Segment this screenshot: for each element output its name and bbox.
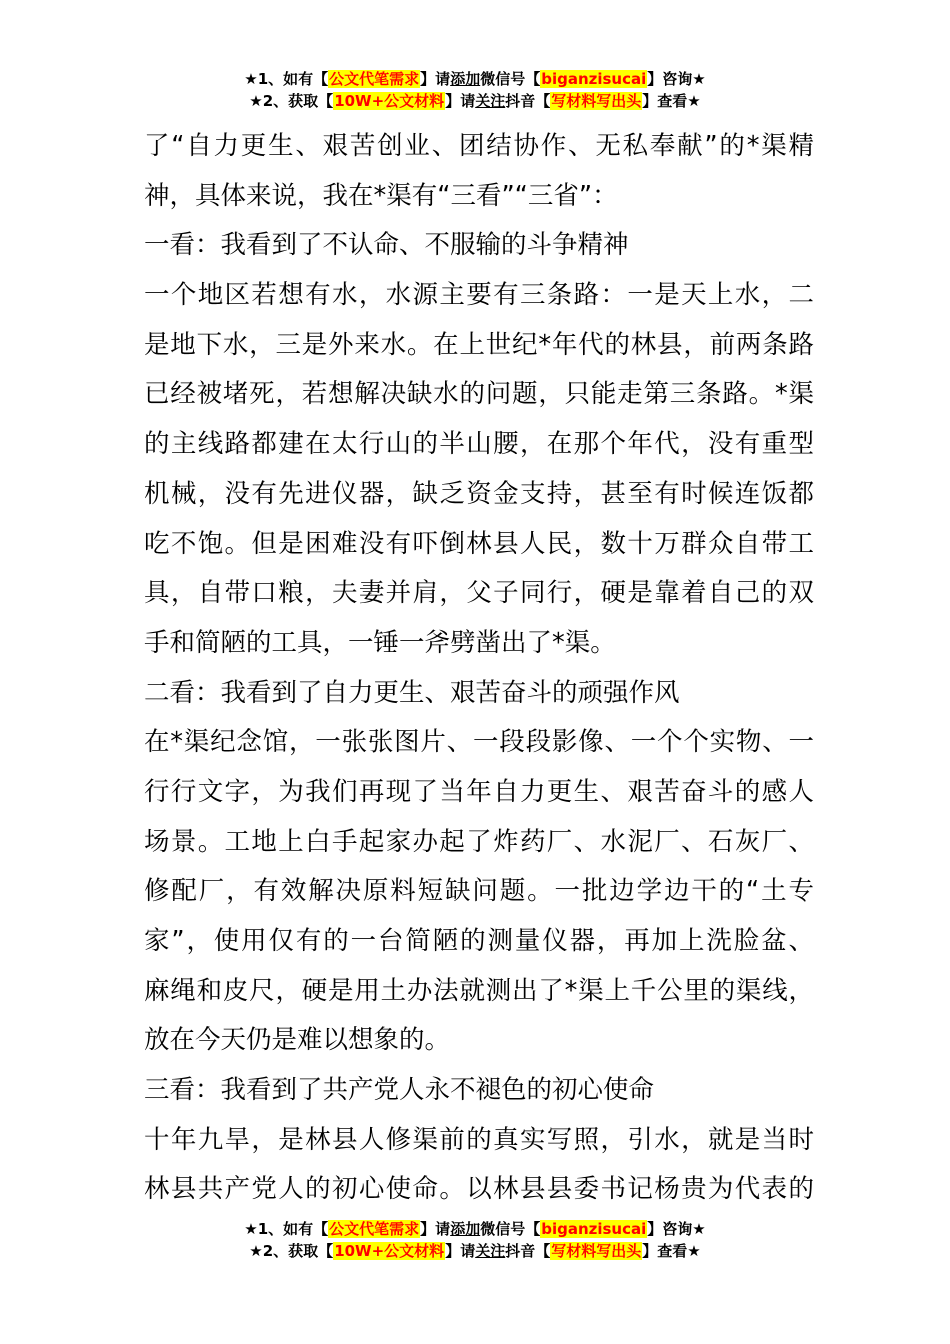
promo-text: ★2、获取【 (249, 1242, 334, 1260)
body-line: 家”，使用仅有的一台简陋的测量仪器，再加上洗脸盆、 (144, 926, 814, 956)
promo-text: 】请 (420, 1220, 451, 1238)
promo-highlight: 公文代笔需求 (329, 1220, 420, 1238)
promo-line-2 (0, 90, 950, 112)
promo-text: 微信号【 (480, 1220, 541, 1238)
promo-line-1 (0, 68, 950, 90)
body-line: 了“自力更生、艰苦创业、团结协作、无私奉献”的*渠精 (144, 131, 814, 161)
body-line: 放在今天仍是难以想象的。 (144, 1025, 451, 1056)
promo-highlight: biganzisucai (541, 70, 647, 88)
body-line: 机械，没有先进仪器，缺乏资金支持，甚至有时候连饭都 (144, 478, 814, 509)
promo-underlined: 添加 (450, 1220, 481, 1238)
body-line: 十年九旱，是林县人修渠前的真实写照，引水，就是当时 (144, 1124, 814, 1155)
body-line: 行行文字，为我们再现了当年自力更生、艰苦奋斗的感人 (144, 776, 814, 807)
body-line: 一个地区若想有水，水源主要有三条路：一是天上水，二 (144, 280, 814, 311)
promo-text: ★1、如有【 (244, 70, 329, 88)
promo-underlined: 关注 (475, 1242, 506, 1260)
body-line: 修配厂，有效解决原料短缺问题。一批边学边干的“土专 (144, 876, 814, 907)
promo-text: 抖音【 (505, 1242, 551, 1260)
promo-text: 微信号【 (480, 70, 541, 88)
promo-text: 】查看★ (642, 1242, 701, 1260)
body-line: 林县共产党人的初心使命。以林县县委书记杨贵为代表的 (144, 1174, 814, 1205)
section-heading: 二看：我看到了自力更生、艰苦奋斗的顽强作风 (144, 677, 680, 708)
promo-highlight: 10W+公文材料 (334, 1242, 445, 1260)
body-line: 场景。工地上白手起家办起了炸药厂、水泥厂、石灰厂、 (144, 826, 814, 857)
section-heading: 一看：我看到了不认命、不服输的斗争精神 (144, 230, 629, 261)
section-heading: 三看：我看到了共产党人永不褪色的初心使命 (144, 1075, 655, 1106)
promo-underlined: 添加 (450, 70, 481, 88)
promo-highlight: biganzisucai (541, 1220, 647, 1238)
document-body (144, 122, 814, 1215)
body-line: 麻绳和皮尺，硬是用土办法就测出了*渠上千公里的渠线， (144, 975, 814, 1006)
promo-text: 】咨询★ (647, 70, 706, 88)
body-line: 具，自带口粮，夫妻并肩，父子同行，硬是靠着自己的双 (144, 578, 814, 609)
promo-text: 】咨询★ (647, 1220, 706, 1238)
promo-underlined: 关注 (475, 92, 506, 110)
body-line: 神，具体来说，我在*渠有“三看”“三省”： (144, 180, 618, 211)
body-line: 是地下水，三是外来水。在上世纪*年代的林县，前两条路 (144, 329, 814, 360)
promo-text: ★1、如有【 (244, 1220, 329, 1238)
body-line: 手和简陋的工具，一锤一斧劈凿出了*渠。 (144, 627, 616, 658)
promo-highlight: 写材料写出头 (551, 92, 642, 110)
promo-highlight: 10W+公文材料 (334, 92, 445, 110)
promo-line-2 (0, 1240, 950, 1262)
body-line: 在*渠纪念馆，一张张图片、一段段影像、一个个实物、一 (144, 727, 814, 758)
promo-highlight: 写材料写出头 (551, 1242, 642, 1260)
promo-text: 】查看★ (642, 92, 701, 110)
body-line: 的主线路都建在太行山的半山腰，在那个年代，没有重型 (144, 429, 814, 460)
promo-line-1 (0, 1218, 950, 1240)
promo-banner-top (0, 68, 950, 112)
promo-text: ★2、获取【 (249, 92, 334, 110)
body-line: 吃不饱。但是困难没有吓倒林县人民，数十万群众自带工 (144, 528, 814, 559)
promo-text: 抖音【 (505, 92, 551, 110)
promo-highlight: 公文代笔需求 (329, 70, 420, 88)
promo-text: 】请 (445, 1242, 476, 1260)
promo-text: 】请 (420, 70, 451, 88)
promo-banner-bottom (0, 1218, 950, 1262)
body-line: 已经被堵死，若想解决缺水的问题，只能走第三条路。*渠 (144, 379, 814, 410)
promo-text: 】请 (445, 92, 476, 110)
